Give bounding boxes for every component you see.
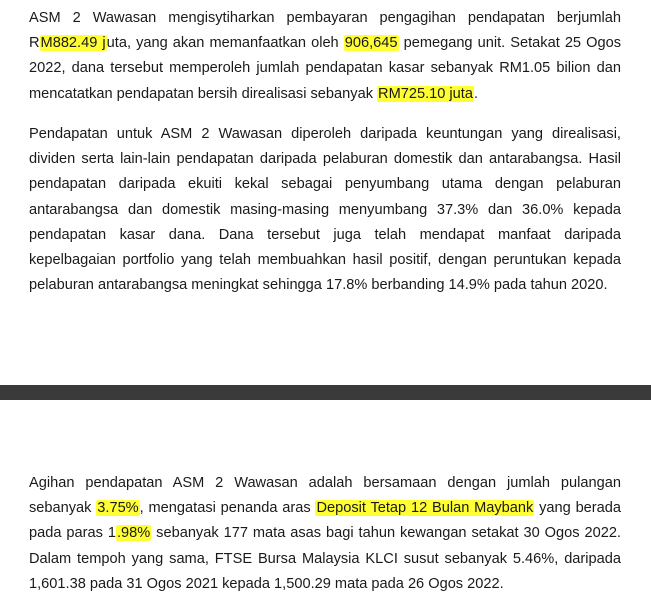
highlight-benchmark-rate: .98% (116, 525, 151, 542)
paragraph-distribution-returns (29, 471, 621, 597)
highlight-return-rate: 3.75% (97, 500, 139, 517)
text-span: ASM 2 Wawasan mengisytiharkan pembayaran pengagihan pendapatan berjumlah R (29, 10, 621, 52)
text-span: uta, yang akan memanfaatkan oleh (106, 35, 344, 52)
text-span: sebanyak 177 mata asas bagi tahun kewangan setakat 30 Ogos 2022. Dalam tempoh yang sama, FTSE Bursa Malaysia KLCI susut sebanyak 5.46%, daripada 1,601.38 pada 31 Ogos 2021 kepada 1,500.29 mata pada 26 Ogos 2022. (29, 525, 621, 592)
highlight-unit-holders: 906,645 (344, 35, 398, 52)
text-span: . (473, 85, 479, 102)
paragraph-income-sources: Pendapatan untuk ASM 2 Wawasan diperoleh daripada keuntungan yang direalisasi, dividen serta lain-lain pendapatan daripada pelaburan domestik dan antarabangsa. Hasil pendapatan daripada ekuiti kekal sebagai penyumbang utama dengan pelaburan antarabangsa dan domestik masing-masing menyumbang 37.3% dan 36.0% kepada pendapatan kasar dana. Dana tersebut juga telah mendapat manfaat daripada kepelbagaian portfolio yang telah membuahkan hasil positif, dengan peruntukan kepada pelaburan antarabangsa meningkat sehingga 17.8% berbanding 14.9% pada tahun 2020. (29, 126, 621, 294)
document-page-bottom (0, 400, 651, 611)
page-divider (0, 385, 651, 400)
text-span: , mengatasi penanda aras (139, 500, 316, 517)
text-span: Agihan pendapatan ASM 2 Wawasan adalah bersamaan dengan jumlah pulangan sebanyak (29, 475, 621, 517)
text-span: yang berada pada paras 1 (29, 500, 622, 542)
paragraph-distribution-summary (29, 6, 621, 107)
highlight-net-income: RM725.10 juta (378, 85, 473, 102)
highlight-benchmark: Deposit Tetap 12 Bulan Maybank (316, 500, 534, 517)
text-span: pemegang unit. Setakat 25 Ogos 2022, dana tersebut memperoleh jumlah pendapatan kasar sebanyak RM1.05 bilion dan mencatatkan pendapatan bersih direalisasi sebanyak (29, 35, 621, 102)
highlight-amount: M882.49 j (40, 35, 106, 52)
